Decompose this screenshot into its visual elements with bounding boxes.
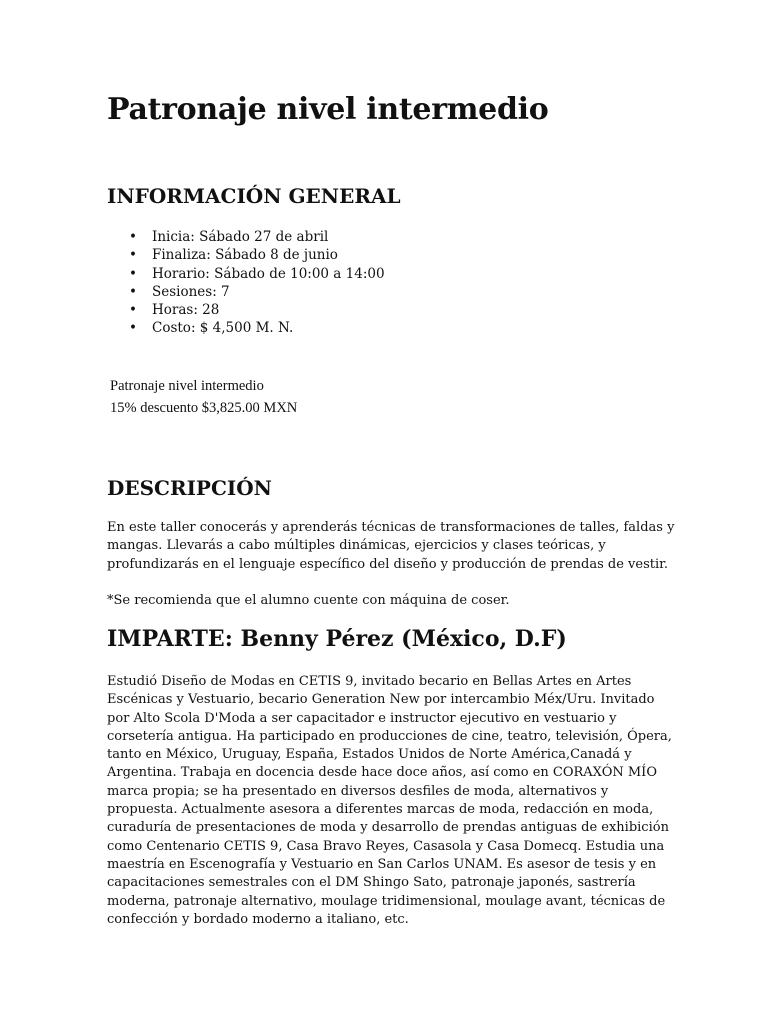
instructor-bio: [107, 673, 672, 929]
text-line: maestría en Escenografía y Vestuario en San Carlos UNAM. Es asesor de tesis y en: [107, 856, 657, 872]
description-text: [107, 519, 675, 574]
text-line: Escénicas y Vestuario, becario Generation New por intercambio Méx/Uru. Invitado: [107, 692, 655, 708]
text-line: marca propia; se ha presentado en diversos desfiles de moda, alternativos y: [107, 783, 609, 799]
text-line: En este taller conocerás y aprenderás técnicas de transformaciones de talles, faldas y: [107, 520, 675, 535]
text-line: Estudió Diseño de Modas en CETIS 9, invitado becario en Bellas Artes en Artes: [107, 674, 632, 689]
text-line: tanto en México, Uruguay, España, Estados Unidos de Norte América,Canadá y: [107, 747, 632, 763]
text-line: capacitaciones semestrales con el DM Shingo Sato, patronaje japonés, sastrería: [107, 875, 636, 891]
description-heading: DESCRIPCIÓN: [107, 476, 272, 500]
promo-course-name: Patronaje nivel intermedio: [110, 378, 264, 394]
text-line: Argentina. Trabaja en docencia desde hace doce años, así como en CORAXÓN MÍO: [107, 765, 657, 781]
text-line: *Se recomienda que el alumno cuente con máquina de coser.: [107, 593, 510, 608]
list-item: • Finaliza: Sábado 8 de junio: [107, 246, 385, 264]
page-title: Patronaje nivel intermedio: [107, 92, 549, 127]
promo-block: [110, 375, 297, 419]
text-line: moderna, patronaje alternativo, moulage tridimensional, moulage avant, técnicas de: [107, 893, 666, 909]
text-line: confección y bordado moderno a italiano, etc.: [107, 911, 409, 927]
text-line: por Alto Scola D'Moda a ser capacitador e instructor ejecutivo en vestuario y: [107, 710, 617, 726]
text-line: propuesta. Actualmente asesora a diferentes marcas de moda, redacción en moda,: [107, 802, 654, 818]
text-line: corsetería antigua. Ha participado en producciones de cine, teatro, televisión, Ópera,: [107, 728, 672, 744]
promo-discount: 15% descuento $3,825.00 MXN: [110, 400, 298, 416]
text-line: curaduría de presentaciones de moda y desarrollo de prendas antiguas de exhibición: [107, 820, 669, 836]
text-line: mangas. Llevarás a cabo múltiples dinámicas, ejercicios y clases teóricas, y: [107, 538, 606, 554]
instructor-heading: IMPARTE: Benny Pérez (México, D.F): [107, 626, 567, 652]
text-line: profundizarás en el lenguaje específico del diseño y producción de prendas de vestir.: [107, 556, 669, 572]
text-line: como Centenario CETIS 9, Casa Bravo Reyes, Casasola y Casa Domecq. Estudia una: [107, 838, 665, 854]
general-info-heading: INFORMACIÓN GENERAL: [107, 184, 401, 208]
list-item: • Inicia: Sábado 27 de abril: [107, 228, 385, 246]
list-item: • Sesiones: 7: [107, 283, 385, 301]
general-info-list: [107, 228, 385, 338]
list-item: • Costo: $ 4,500 M. N.: [107, 319, 385, 337]
list-item: • Horas: 28: [107, 301, 385, 319]
sewing-machine-note: [107, 592, 667, 610]
list-item: • Horario: Sábado de 10:00 a 14:00: [107, 265, 385, 283]
